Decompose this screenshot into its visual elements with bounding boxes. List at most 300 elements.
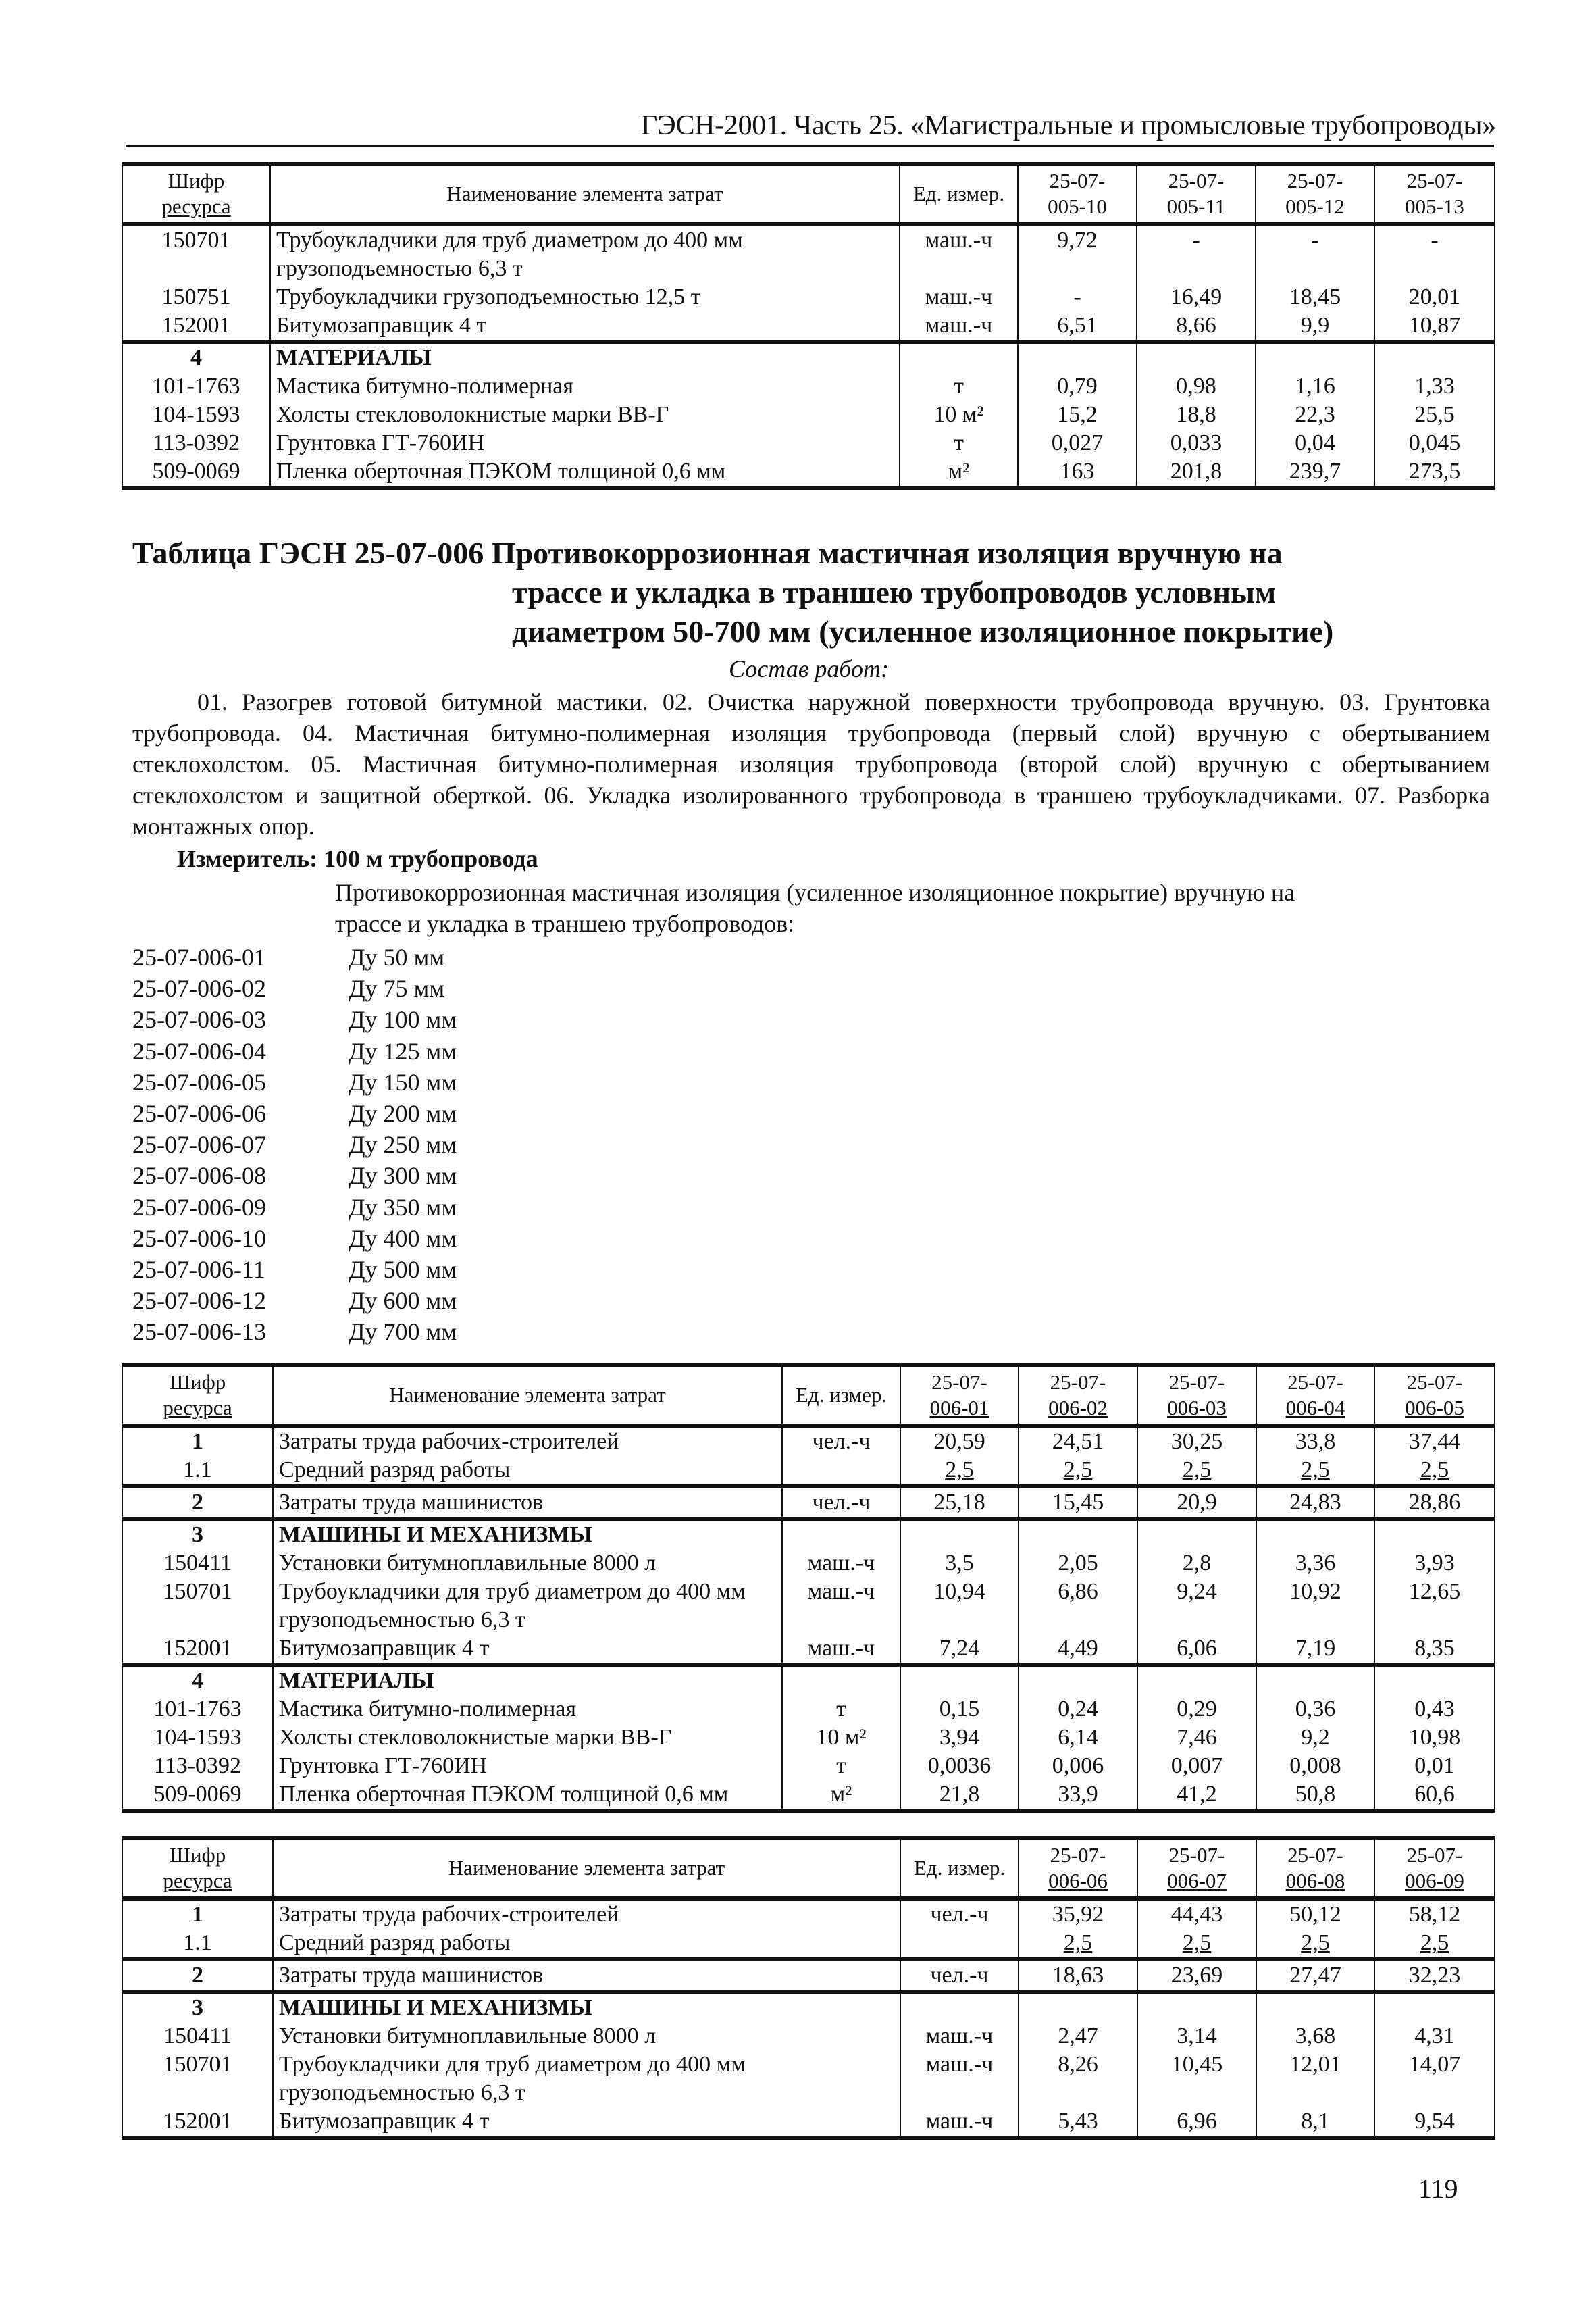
norm-code: 25-07-006-04 — [132, 1037, 266, 1065]
cell-value: 18,45 — [1256, 283, 1374, 311]
cell-value: 10,94 — [900, 1578, 1019, 1634]
cell-value: 2,5 — [900, 1456, 1019, 1486]
cell-unit: маш.-ч — [900, 311, 1018, 342]
cell-value: 15,45 — [1019, 1486, 1137, 1519]
table-row — [122, 224, 1495, 283]
norm-code: 25-07-006-09 — [132, 1193, 266, 1221]
cell-empty — [1374, 342, 1495, 372]
cell-value: 25,5 — [1374, 401, 1495, 429]
cell-code: 104-1593 — [122, 401, 270, 429]
cell-value: 0,98 — [1137, 372, 1256, 401]
norm-code: 25-07-006-05 — [132, 1068, 266, 1096]
cell-empty — [1137, 1519, 1256, 1549]
cell-value: 0,79 — [1018, 372, 1137, 401]
cell-value: 0,006 — [1019, 1752, 1137, 1780]
norm-code: 25-07-006-07 — [132, 1131, 266, 1159]
table-row — [122, 1578, 1495, 1634]
cell-empty — [1019, 1519, 1137, 1549]
cell-code: 152001 — [122, 311, 270, 342]
cell-name: Грунтовка ГТ-760ИН — [273, 1752, 782, 1780]
cell-value: 30,25 — [1137, 1426, 1256, 1456]
cell-code: 152001 — [122, 2107, 273, 2138]
cell-value: 0,033 — [1137, 429, 1256, 457]
cell-value: 9,24 — [1137, 1578, 1256, 1634]
cell-value: 15,2 — [1018, 401, 1137, 429]
intro-line: трассе и укладка в траншею трубопроводов: — [335, 910, 795, 937]
table-row — [122, 1486, 1495, 1519]
cell-value: 3,68 — [1256, 2022, 1374, 2051]
cell-value: 12,65 — [1374, 1578, 1495, 1634]
cell-value: 8,1 — [1256, 2107, 1374, 2138]
cell-name: Битумозаправщик 4 т — [273, 2107, 900, 2138]
works-caption: Состав работ: — [729, 655, 889, 682]
norm-label: Ду 50 мм — [349, 944, 445, 971]
col-header-unit: Ед. измер. — [782, 1365, 900, 1426]
resource-table-006-01-05 — [122, 1363, 1495, 1813]
cell-unit — [900, 1929, 1019, 1959]
cell-name: Грунтовка ГТ-760ИН — [270, 429, 900, 457]
cell-value: 16,49 — [1137, 283, 1256, 311]
section-row-machines — [122, 1992, 1495, 2022]
cell-value: 21,8 — [900, 1780, 1019, 1811]
cell-value: 3,93 — [1374, 1549, 1495, 1578]
cell-value: 5,43 — [1019, 2107, 1137, 2138]
table-row — [122, 1959, 1495, 1992]
cell-empty — [1137, 1992, 1256, 2022]
cell-unit: т — [900, 429, 1018, 457]
section-row-materials — [122, 1665, 1495, 1695]
cell-value: 0,29 — [1137, 1695, 1256, 1724]
col-header-name: Наименование элемента затрат — [270, 164, 900, 225]
norm-code: 25-07-006-12 — [132, 1287, 266, 1315]
cell-empty — [1374, 1665, 1495, 1695]
section-heading: МАШИНЫ И МЕХАНИЗМЫ — [273, 1519, 782, 1549]
cell-code: 3 — [122, 1992, 273, 2022]
cell-code: 1 — [122, 1898, 273, 1929]
cell-value: - — [1256, 224, 1374, 283]
col-header-code: Шифр ресурса — [122, 1365, 273, 1426]
cell-value: 1,16 — [1256, 372, 1374, 401]
cell-code: 3 — [122, 1519, 273, 1549]
col-header-norm: 25-07- 006-01 — [900, 1365, 1019, 1426]
norm-label: Ду 300 мм — [349, 1162, 457, 1190]
cell-value: 20,9 — [1137, 1486, 1256, 1519]
cell-value: 9,54 — [1374, 2107, 1495, 2138]
col-header-norm: 25-07- 006-02 — [1019, 1365, 1137, 1426]
cell-code: 509-0069 — [122, 1780, 273, 1811]
cell-value: 14,07 — [1374, 2051, 1495, 2107]
norm-label: Ду 100 мм — [349, 1006, 457, 1034]
cell-empty — [1019, 1665, 1137, 1695]
cell-unit: м² — [900, 457, 1018, 488]
cell-name: Затраты труда машинистов — [273, 1959, 900, 1992]
col-header-norm: 25-07- 006-09 — [1374, 1838, 1495, 1899]
cell-value: 0,01 — [1374, 1752, 1495, 1780]
norm-code-item — [132, 1129, 457, 1160]
cell-code: 150751 — [122, 283, 270, 311]
cell-value: 32,23 — [1374, 1959, 1495, 1992]
cell-empty — [900, 342, 1018, 372]
cell-value: 33,8 — [1256, 1426, 1374, 1456]
cell-value: - — [1137, 224, 1256, 283]
cell-value: 6,51 — [1018, 311, 1137, 342]
cell-name: Трубоукладчики для труб диаметром до 400 мм грузоподъемностью 6,3 т — [273, 1578, 782, 1634]
norm-code-item — [132, 973, 457, 1004]
cell-value: 28,86 — [1374, 1486, 1495, 1519]
norm-code-item — [132, 1285, 457, 1316]
cell-value: 273,5 — [1374, 457, 1495, 488]
cell-code: 1.1 — [122, 1456, 273, 1486]
cell-unit: маш.-ч — [782, 1634, 900, 1665]
section-row-machines — [122, 1519, 1495, 1549]
cell-code: 150701 — [122, 2051, 273, 2107]
cell-empty — [1256, 1665, 1374, 1695]
cell-name: Мастика битумно-полимерная — [273, 1695, 782, 1724]
cell-value: 10,92 — [1256, 1578, 1374, 1634]
cell-value: 41,2 — [1137, 1780, 1256, 1811]
cell-value: 0,0036 — [900, 1752, 1019, 1780]
cell-value: 10,45 — [1137, 2051, 1256, 2107]
norm-label: Ду 75 мм — [349, 975, 445, 1003]
resource-table-005 — [122, 162, 1495, 490]
meter-label: Измеритель: 100 м трубопровода — [177, 845, 538, 872]
section-heading: МАШИНЫ И МЕХАНИЗМЫ — [273, 1992, 900, 2022]
table-row — [122, 1724, 1495, 1752]
cell-unit: м² — [782, 1780, 900, 1811]
norm-label: Ду 250 мм — [349, 1131, 457, 1159]
cell-name: Пленка оберточная ПЭКОМ толщиной 0,6 мм — [270, 457, 900, 488]
col-header-code: Шифр ресурса — [122, 164, 270, 225]
cell-name: Установки битумноплавильные 8000 л — [273, 1549, 782, 1578]
cell-value: 6,96 — [1137, 2107, 1256, 2138]
cell-empty — [1256, 342, 1374, 372]
norm-code-item — [132, 1316, 457, 1347]
cell-name: Трубоукладчики грузоподъемностью 12,5 т — [270, 283, 900, 311]
norm-code: 25-07-006-06 — [132, 1100, 266, 1128]
cell-value: 0,008 — [1256, 1752, 1374, 1780]
norm-code-item — [132, 1192, 457, 1223]
cell-name: Холсты стекловолокнистые марки ВВ-Г — [273, 1724, 782, 1752]
cell-value: 35,92 — [1019, 1898, 1137, 1929]
norm-code: 25-07-006-13 — [132, 1318, 266, 1346]
col-header-norm: 25-07- 006-04 — [1256, 1365, 1374, 1426]
cell-unit: чел.-ч — [782, 1486, 900, 1519]
cell-code: 2 — [122, 1486, 273, 1519]
norm-code-item — [132, 1254, 457, 1285]
table-row — [122, 1752, 1495, 1780]
cell-value: 6,14 — [1019, 1724, 1137, 1752]
table-row — [122, 1426, 1495, 1456]
cell-value: 8,26 — [1019, 2051, 1137, 2107]
table-header-row — [122, 1838, 1495, 1899]
cell-name: Трубоукладчики для труб диаметром до 400 мм грузоподъемностью 6,3 т — [273, 2051, 900, 2107]
norm-label: Ду 150 мм — [349, 1068, 457, 1096]
cell-value: 24,83 — [1256, 1486, 1374, 1519]
cell-code: 104-1593 — [122, 1724, 273, 1752]
cell-value: 3,5 — [900, 1549, 1019, 1578]
table-row — [122, 457, 1495, 488]
cell-value: 58,12 — [1374, 1898, 1495, 1929]
col-header-norm: 25-07- 006-07 — [1137, 1838, 1256, 1899]
table-row — [122, 2022, 1495, 2051]
table-title-line: трассе и укладка в траншею трубопроводов условным — [512, 575, 1277, 609]
table-row — [122, 1898, 1495, 1929]
table-title-line: диаметром 50-700 мм (усиленное изоляционное покрытие) — [512, 614, 1334, 649]
cell-value: 9,2 — [1256, 1724, 1374, 1752]
norm-label: Ду 350 мм — [349, 1193, 457, 1221]
cell-code: 4 — [122, 342, 270, 372]
norm-code-item — [132, 1223, 457, 1254]
cell-value: 6,86 — [1019, 1578, 1137, 1634]
cell-value: 2,5 — [1019, 1456, 1137, 1486]
page-number: 119 — [1418, 2173, 1458, 2204]
cell-value: 0,43 — [1374, 1695, 1495, 1724]
cell-code: 101-1763 — [122, 372, 270, 401]
col-header-unit: Ед. измер. — [900, 164, 1018, 225]
cell-value: 60,6 — [1374, 1780, 1495, 1811]
cell-value: 7,46 — [1137, 1724, 1256, 1752]
cell-unit: чел.-ч — [900, 1959, 1019, 1992]
cell-code: 150701 — [122, 224, 270, 283]
cell-value: 0,04 — [1256, 429, 1374, 457]
col-header-norm: 25-07- 006-06 — [1019, 1838, 1137, 1899]
cell-value: 0,007 — [1137, 1752, 1256, 1780]
cell-name: Затраты труда рабочих-строителей — [273, 1426, 782, 1456]
cell-code: 150411 — [122, 1549, 273, 1578]
intro-line: Противокоррозионная мастичная изоляция (усиленное изоляционное покрытие) вручную на — [335, 879, 1295, 906]
cell-value: 4,49 — [1019, 1634, 1137, 1665]
cell-name: Средний разряд работы — [273, 1929, 900, 1959]
cell-name: Трубоукладчики для труб диаметром до 400 мм грузоподъемностью 6,3 т — [270, 224, 900, 283]
col-header-norm: 25-07- 006-05 — [1374, 1365, 1495, 1426]
cell-empty — [1256, 1519, 1374, 1549]
cell-value: 2,5 — [1256, 1929, 1374, 1959]
col-header-norm: 25-07- 006-03 — [1137, 1365, 1256, 1426]
cell-value: 8,66 — [1137, 311, 1256, 342]
cell-value: 6,06 — [1137, 1634, 1256, 1665]
cell-empty — [1137, 1665, 1256, 1695]
cell-value: 10,98 — [1374, 1724, 1495, 1752]
cell-value: 25,18 — [900, 1486, 1019, 1519]
cell-value: 0,027 — [1018, 429, 1137, 457]
cell-unit: маш.-ч — [900, 2022, 1019, 2051]
cell-name: Холсты стекловолокнистые марки ВВ-Г — [270, 401, 900, 429]
cell-name: Битумозаправщик 4 т — [270, 311, 900, 342]
cell-unit: 10 м² — [782, 1724, 900, 1752]
col-header-norm: 25-07- 005-12 — [1256, 164, 1374, 225]
cell-empty — [1256, 1992, 1374, 2022]
cell-code: 101-1763 — [122, 1695, 273, 1724]
cell-code: 113-0392 — [122, 1752, 273, 1780]
cell-value: 2,05 — [1019, 1549, 1137, 1578]
table-row — [122, 1634, 1495, 1665]
cell-value: - — [1374, 224, 1495, 283]
norm-code-item — [132, 1160, 457, 1191]
table-row — [122, 1695, 1495, 1724]
cell-unit: маш.-ч — [900, 2051, 1019, 2107]
cell-unit: маш.-ч — [900, 224, 1018, 283]
cell-value: 239,7 — [1256, 457, 1374, 488]
cell-value: 163 — [1018, 457, 1137, 488]
resource-table-006-06-09 — [122, 1836, 1495, 2140]
table-row — [122, 1549, 1495, 1578]
cell-value: 22,3 — [1256, 401, 1374, 429]
cell-empty — [1374, 1992, 1495, 2022]
norm-label: Ду 125 мм — [349, 1037, 457, 1065]
cell-code: 150411 — [122, 2022, 273, 2051]
col-header-name: Наименование элемента затрат — [273, 1365, 782, 1426]
cell-name: Мастика битумно-полимерная — [270, 372, 900, 401]
norm-label: Ду 200 мм — [349, 1100, 457, 1128]
cell-unit: маш.-ч — [900, 2107, 1019, 2138]
cell-value: 0,15 — [900, 1695, 1019, 1724]
cell-unit: маш.-ч — [782, 1549, 900, 1578]
table-header-row — [122, 1365, 1495, 1426]
table-row — [122, 1929, 1495, 1959]
cell-value: 37,44 — [1374, 1426, 1495, 1456]
norm-code: 25-07-006-03 — [132, 1006, 266, 1034]
norm-label: Ду 500 мм — [349, 1256, 457, 1284]
cell-value: 0,24 — [1019, 1695, 1137, 1724]
cell-name: Битумозаправщик 4 т — [273, 1634, 782, 1665]
norm-code-item — [132, 1004, 457, 1035]
cell-value: 3,14 — [1137, 2022, 1256, 2051]
cell-value: 2,47 — [1019, 2022, 1137, 2051]
cell-value: 2,5 — [1019, 1929, 1137, 1959]
cell-code: 2 — [122, 1959, 273, 1992]
norm-code: 25-07-006-01 — [132, 944, 266, 971]
cell-unit: 10 м² — [900, 401, 1018, 429]
cell-value: 9,9 — [1256, 311, 1374, 342]
section-row-materials — [122, 342, 1495, 372]
cell-value: 18,8 — [1137, 401, 1256, 429]
col-header-norm: 25-07- 005-11 — [1137, 164, 1256, 225]
cell-value: 3,94 — [900, 1724, 1019, 1752]
cell-empty — [900, 1992, 1019, 2022]
col-header-norm: 25-07- 006-08 — [1256, 1838, 1374, 1899]
header-rule — [126, 145, 1494, 147]
cell-empty — [900, 1519, 1019, 1549]
cell-value: 0,36 — [1256, 1695, 1374, 1724]
cell-code: 150701 — [122, 1578, 273, 1634]
cell-value: 7,24 — [900, 1634, 1019, 1665]
norm-code: 25-07-006-10 — [132, 1224, 266, 1252]
section-heading: МАТЕРИАЛЫ — [273, 1665, 782, 1695]
norm-label: Ду 400 мм — [349, 1224, 457, 1252]
table-row — [122, 401, 1495, 429]
table-row — [122, 429, 1495, 457]
section-heading: МАТЕРИАЛЫ — [270, 342, 900, 372]
col-header-norm: 25-07- 005-10 — [1018, 164, 1137, 225]
cell-value: 33,9 — [1019, 1780, 1137, 1811]
cell-unit: чел.-ч — [900, 1898, 1019, 1929]
cell-unit: маш.-ч — [900, 283, 1018, 311]
cell-value: 3,36 — [1256, 1549, 1374, 1578]
cell-value: 2,5 — [1137, 1929, 1256, 1959]
table-row — [122, 2107, 1495, 2138]
table-row — [122, 1456, 1495, 1486]
cell-value: 0,045 — [1374, 429, 1495, 457]
norm-code: 25-07-006-02 — [132, 975, 266, 1003]
cell-empty — [782, 1519, 900, 1549]
cell-value: 9,72 — [1018, 224, 1137, 283]
cell-name: Затраты труда рабочих-строителей — [273, 1898, 900, 1929]
cell-value: 8,35 — [1374, 1634, 1495, 1665]
cell-code: 1 — [122, 1426, 273, 1456]
cell-value: 20,59 — [900, 1426, 1019, 1456]
norm-label: Ду 700 мм — [349, 1318, 457, 1346]
table-row — [122, 2051, 1495, 2107]
norm-code-item — [132, 1098, 457, 1129]
cell-empty — [1374, 1519, 1495, 1549]
table-title — [132, 534, 1490, 651]
cell-value: 44,43 — [1137, 1898, 1256, 1929]
cell-value: 201,8 — [1137, 457, 1256, 488]
cell-code: 152001 — [122, 1634, 273, 1665]
table-row — [122, 1780, 1495, 1811]
cell-name: Пленка оберточная ПЭКОМ толщиной 0,6 мм — [273, 1780, 782, 1811]
cell-unit: чел.-ч — [782, 1426, 900, 1456]
cell-code: 509-0069 — [122, 457, 270, 488]
cell-empty — [1019, 1992, 1137, 2022]
col-header-unit: Ед. измер. — [900, 1838, 1019, 1899]
cell-empty — [782, 1665, 900, 1695]
cell-value: 50,12 — [1256, 1898, 1374, 1929]
norm-code-item — [132, 942, 457, 973]
norm-codes-list — [132, 942, 457, 1348]
cell-value: 2,5 — [1374, 1929, 1495, 1959]
table-row — [122, 283, 1495, 311]
works-description: 01. Разогрев готовой битумной мастики. 02. Очистка наружной поверхности трубопровода вручную. 03. Грунтовка трубопровода. 04. Мастичная битумно-полимерная изоляция трубопровода (первый слой) вручную с обертыванием стеклохолстом. 05. Мастичная битумно-полимерная изоляция трубопровода (второй слой) вручную с обертыванием стеклохолстом и защитной оберткой. 06. Укладка изолированного трубопровода в траншею трубоукладчиками. 07. Разборка монтажных опор. — [132, 688, 1490, 840]
cell-name: Установки битумноплавильные 8000 л — [273, 2022, 900, 2051]
cell-name: Средний разряд работы — [273, 1456, 782, 1486]
cell-value: 1,33 — [1374, 372, 1495, 401]
cell-value: 2,5 — [1256, 1456, 1374, 1486]
cell-code: 4 — [122, 1665, 273, 1695]
cell-value: 2,5 — [1137, 1456, 1256, 1486]
table-row — [122, 372, 1495, 401]
cell-value: 12,01 — [1256, 2051, 1374, 2107]
cell-value: 24,51 — [1019, 1426, 1137, 1456]
cell-value: 20,01 — [1374, 283, 1495, 311]
cell-unit — [782, 1456, 900, 1486]
cell-value: 2,5 — [1374, 1456, 1495, 1486]
cell-value: 18,63 — [1019, 1959, 1137, 1992]
cell-code: 113-0392 — [122, 429, 270, 457]
cell-value: - — [1018, 283, 1137, 311]
cell-value: 50,8 — [1256, 1780, 1374, 1811]
table-title-line: Таблица ГЭСН 25-07-006 Противокоррозионная мастичная изоляция вручную на — [132, 536, 1283, 570]
cell-empty — [1018, 342, 1137, 372]
cell-empty — [900, 1665, 1019, 1695]
norms-intro — [335, 877, 1483, 939]
table-row — [122, 311, 1495, 342]
cell-unit: т — [900, 372, 1018, 401]
table-header-row — [122, 164, 1495, 225]
cell-value: 2,8 — [1137, 1549, 1256, 1578]
col-header-name: Наименование элемента затрат — [273, 1838, 900, 1899]
running-header: ГЭСН-2001. Часть 25. «Магистральные и промысловые трубопроводы» — [641, 110, 1496, 141]
cell-value: 10,87 — [1374, 311, 1495, 342]
cell-unit: т — [782, 1752, 900, 1780]
cell-value: 23,69 — [1137, 1959, 1256, 1992]
cell-value: 7,19 — [1256, 1634, 1374, 1665]
cell-name: Затраты труда машинистов — [273, 1486, 782, 1519]
norm-code: 25-07-006-08 — [132, 1162, 266, 1190]
norm-label: Ду 600 мм — [349, 1287, 457, 1315]
cell-code: 1.1 — [122, 1929, 273, 1959]
norm-code-item — [132, 1067, 457, 1098]
